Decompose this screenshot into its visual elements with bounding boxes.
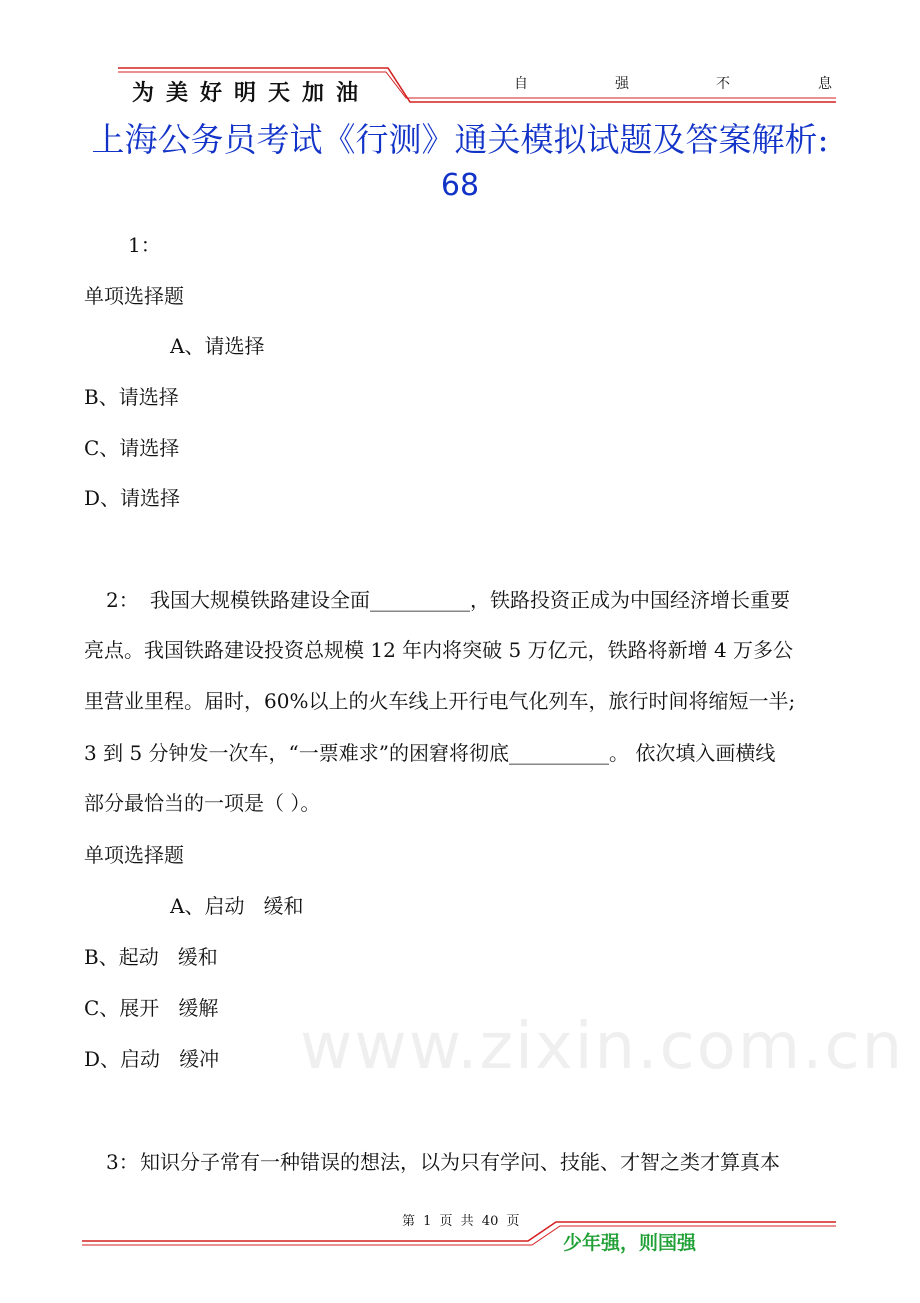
option-a: A、启动 缓和	[170, 894, 304, 918]
option-c: C、请选择	[84, 436, 180, 460]
option-b: B、起动 缓和	[84, 945, 218, 969]
watermark: www.zixin.com.cn	[300, 1010, 905, 1084]
header-motto-char: 自	[514, 76, 528, 92]
footer-rule	[0, 1215, 920, 1255]
option-b: B、请选择	[84, 385, 179, 409]
option-d: D、请选择	[84, 486, 181, 510]
question-type: 单项选择题	[84, 284, 184, 308]
footer-slogan: 少年强，则国强	[563, 1232, 697, 1254]
option-d: D、启动 缓冲	[84, 1047, 220, 1071]
question-text-line: 亮点。我国铁路建设投资总规模 12 年内将突破 5 万亿元，铁路将新增 4 万多公	[84, 638, 794, 662]
document-title	[60, 116, 860, 207]
document-title-line2: 68	[440, 167, 480, 203]
header-motto-char: 强	[615, 76, 629, 92]
option-c: C、展开 缓解	[84, 996, 219, 1020]
question-number: 2：	[106, 588, 139, 612]
question-text-line: 我国大规模铁路建设全面__________，铁路投资正成为中国经济增长重要	[150, 588, 790, 612]
question-text-line: 部分最恰当的一项是（ ）。	[84, 791, 321, 815]
header-motto-char: 不	[716, 76, 730, 92]
question-type: 单项选择题	[84, 843, 184, 867]
page-number: 第 1 页 共 40 页	[402, 1214, 520, 1229]
option-a: A、请选择	[170, 334, 265, 358]
question-number: 1：	[128, 233, 161, 257]
document-title-line1: 上海公务员考试《行测》通关模拟试题及答案解析:	[91, 120, 829, 159]
header-slogan: 为美好明天加油	[132, 81, 371, 106]
header-motto-char: 息	[818, 76, 832, 92]
question-number: 3：	[106, 1150, 139, 1174]
question-text-line: 知识分子常有一种错误的想法，以为只有学问、技能、才智之类才算真本	[140, 1150, 780, 1174]
question-text-line: 3 到 5 分钟发一次车，“一票难求”的困窘将彻底__________。 依次填入画横线	[84, 741, 776, 765]
question-text-line: 里营业里程。届时，60%以上的火车线上开行电气化列车，旅行时间将缩短一半;	[84, 689, 796, 713]
